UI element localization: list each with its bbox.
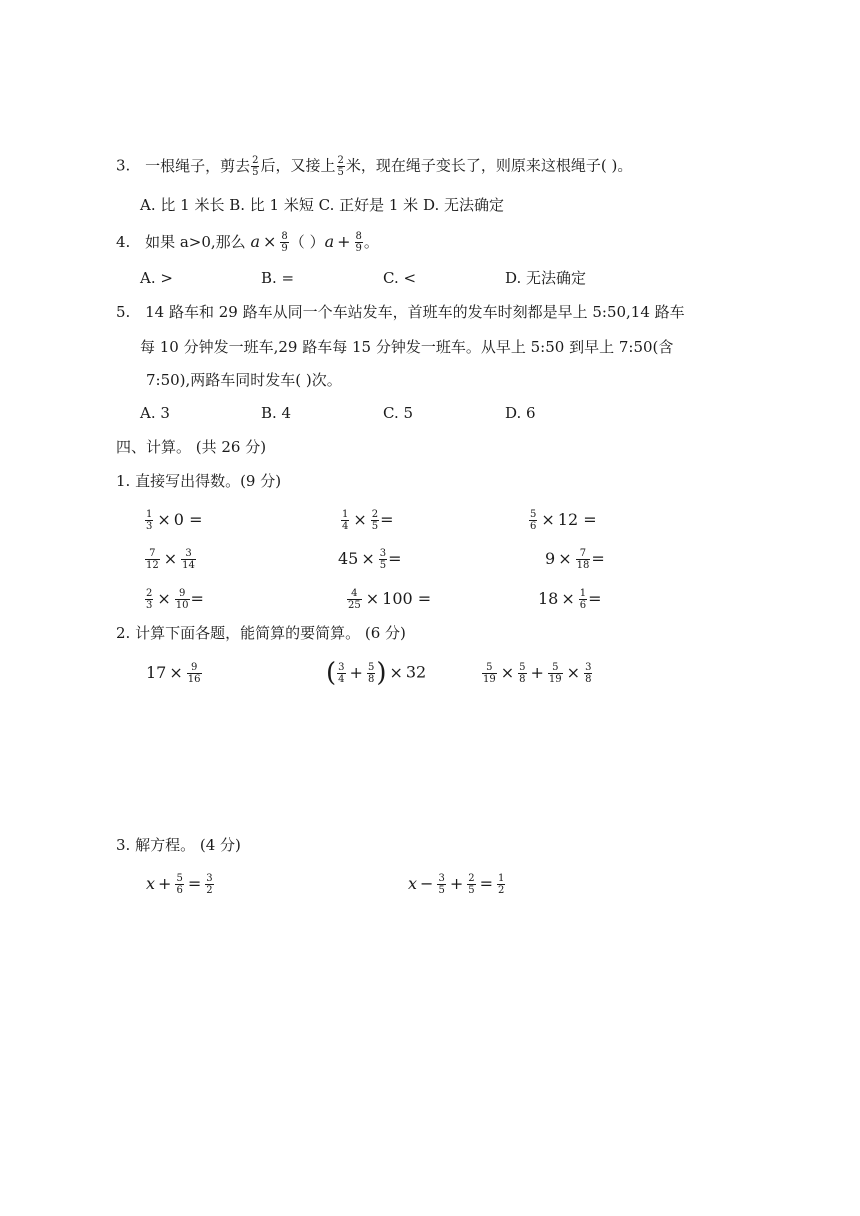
math-expression: a + $\frac{8}{9}$	[324, 231, 362, 254]
question-5-option-b: B. 4	[261, 404, 292, 422]
question-4: 4. 如果 a>0,那么 a × $\frac{8}{9}$ （ ）a + $\frac{8}{9}$ 。	[116, 231, 379, 254]
question-5-line-2: 每 10 分钟发一班车,29 路车每 15 分钟发一班车。从早上 5:50 到早上 7:50(含	[140, 338, 674, 356]
question-3	[116, 155, 632, 178]
equation: x − $\frac{3}{5}$ + $\frac{2}{5}$ = $\frac{1}{2}$	[408, 873, 505, 896]
calc-expression: 17 × $\frac{9}{16}$	[146, 662, 201, 685]
fraction: $\frac{2}{5}$	[337, 155, 344, 178]
question-5-option-a: A. 3	[140, 404, 170, 422]
question-4-option-d: D. 无法确定	[505, 269, 587, 287]
question-3-options: A. 比 1 米长 B. 比 1 米短 C. 正好是 1 米 D. 无法确定	[140, 196, 504, 214]
math-expression: a × $\frac{8}{9}$	[250, 231, 288, 254]
calc-expression: $\frac{5}{19}$ × $\frac{5}{8}$ + $\frac{5}{19}$ × $\frac{3}{8}$	[483, 662, 592, 685]
calc-item: $\frac{1}{3}$ × 0 =	[146, 509, 203, 532]
calc-item: $\frac{7}{12}$ × $\frac{3}{14}$	[146, 548, 195, 571]
calc-item: $\frac{2}{3}$ × $\frac{9}{10}$ =	[146, 588, 204, 611]
question-5-option-d: D. 6	[505, 404, 536, 422]
equation: x + $\frac{5}{6}$ = $\frac{3}{2}$	[146, 873, 213, 896]
answer-blank: （ ）	[289, 233, 325, 251]
question-5-option-c: C. 5	[383, 404, 414, 422]
fraction: $\frac{2}{5}$	[252, 155, 259, 178]
question-number: 5.	[116, 303, 131, 321]
question-4-option-a: A. >	[140, 269, 173, 287]
question-4-option-b: B. =	[261, 269, 295, 287]
question-text: 一根绳子，剪去	[145, 156, 251, 175]
section-title: 四、计算。 (共 26 分)	[116, 438, 267, 456]
question-5	[116, 302, 685, 322]
question-number: 4.	[116, 233, 131, 251]
question-text: 后，又接上	[260, 156, 336, 175]
calc-item: $\frac{1}{4}$ × $\frac{2}{5}$ =	[342, 509, 394, 532]
calc-expression: ( $\frac{3}{4}$ + $\frac{5}{8}$ ) × 32	[326, 658, 427, 688]
calc-item: 18 × $\frac{1}{6}$ =	[538, 588, 602, 611]
calc-item: 9 × $\frac{7}{18}$ =	[545, 548, 605, 571]
question-number: 3.	[116, 156, 131, 175]
calc-item: 45 × $\frac{3}{5}$ =	[338, 548, 402, 571]
calc-item: $\frac{5}{6}$ × 12 =	[530, 509, 597, 532]
question-text: 米，现在绳子变长了，则原来这根绳子( )。	[345, 156, 633, 175]
question-4-option-c: C. <	[383, 269, 417, 287]
subsection-title: 3. 解方程。 (4 分)	[116, 836, 241, 854]
question-5-line-3: 7:50),两路车同时发车( )次。	[146, 371, 342, 389]
subsection-title: 2. 计算下面各题，能简算的要简算。 (6 分)	[116, 624, 406, 642]
calc-item: $\frac{4}{25}$ × 100 =	[348, 588, 432, 611]
subsection-title: 1. 直接写出得数。(9 分)	[116, 472, 282, 490]
question-text: 如果 a>0,那么	[145, 233, 246, 251]
question-text: 14 路车和 29 路车从同一个车站发车，首班车的发车时刻都是早上 5:50,14 路车	[145, 303, 685, 321]
